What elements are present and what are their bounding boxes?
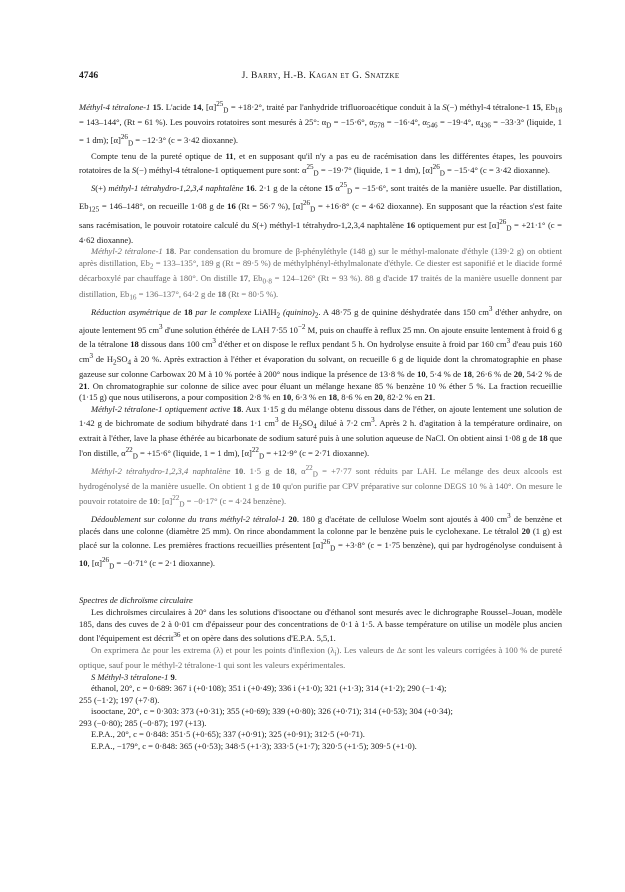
section-heading: Spectres de dichroïsme circulaire <box>79 595 193 606</box>
article-body <box>79 99 562 753</box>
paragraph: éthanol, 20°, c = 0·689: 367 i (+0·108); 351 i (+0·49); 336 i (+1·0); 321 (+1·3); 314 (+1·2); 290 (−1·4); <box>91 683 447 694</box>
paragraph: Dédoublement sur colonne du trans méthyl-2 tétralol-1 20. 180 g d'acétate de cellulose Woelm sont ajoutés à 400 $cm^3$ de benzène et placés dans une colonne (diamètre 25 mm). On rince abondamment la colonne par le benzène puis le cyclohexane. Le tétralol 20 (1 g) est placé sur la colonne. Les premières fractions recueillies présentent $[\alpha]^{26}_D = +3\cdot 8^\circ$ (c = 1·75 benzène), qui par hydrogénolyse conduisent à 10, $[\alpha]^{26}_D = -0\cdot 71^\circ$ (c = 2·1 dioxanne). <box>79 512 563 571</box>
page-header <box>79 70 562 84</box>
paragraph: Méthyl-2 tétrahydro-1,2,3,4 naphtalène 10. 1·5 g de 18, $\alpha^{22}_D = +7\cdot 77$ sont réduits par LAH. Le mélange des deux alcools est hydrogénolysé de la manière usuelle. On obtient 1 g de 10 qu'on purifie par CPV préparative sur colonne DEGS 10 % à 140°. On mesure le pouvoir rotatoire de 10: $[\alpha]^{22}_D = -0\cdot 17^\circ$ (c = 4·24 benzène). <box>79 464 562 509</box>
paragraph: Réduction asymétrique de 18 par le complexe LiAlH$_2$ $(quinino)_2$. A 48·75 g de quinine déshydratée dans 150 $cm^3$ d'éther anhydre, on ajoute lentement 95 $cm^3$ d'une solution éthérée de LAH 7·55 $10^{-2}$ M, puis on chauffe à reflux 25 mn. On ajoute ensuite lentement à froid 6 g de la tétralone 18 dissous dans 100 $cm^3$ d'éther et on dispose le reflux pendant 5 h. On hydrolyse ensuite à froid par 160 $cm^3$ d'eau puis 160 $cm^3$ de $H_2SO_4$ à 20 %. Après extraction à l'éther et évaporation du solvant, on recueille 6 g de liquide dont la chromatographie en phase gazeuse sur colonne Carbowax 20 M à 10 % portée à 200° nous indique la présence de 13·8 % de 10, 5·4 % de 18, 26·6 % de 20, 54·2 % de 21. On chromatographie sur colonne de silice avec pour éluant un mélange hexane 85 % benzène 10 % éther 5 %. La fraction recueillie (1·15 g) que nous utiliserons, a pour composition 2·8 % en 10, 6·3 % en 18, 8·6 % en 20, 82·2 % en 21. <box>79 304 563 403</box>
paragraph: Méthyl-4 tétralone-1 15. L'acide 14, $[\alpha]^{25}_D = +18\cdot 2^\circ$, traité par l'anhydride trifluoroacétique conduit à la S(−) méthyl-4 tétralone-1 15, $Eb_{18} = 143-144^\circ$, (Rt = 61 %). Les pouvoirs rotatoires sont mesurés à 25°: $\alpha_D = -15\cdot 6^\circ$, $\alpha_{578} = -16\cdot 4^\circ$, $\alpha_{546} = -19\cdot 4^\circ$, $\alpha_{436} = -33\cdot 3^\circ$ (liquide, 1 = 1 dm); $[\alpha]^{26}_D = -12\cdot 3^\circ$ (c = 3·42 dioxanne). <box>79 100 563 148</box>
paragraph: Compte tenu de la pureté optique de 11, et en supposant qu'il n'y a pas eu de racémisation dans les différentes étapes, les pouvoirs rotatoires de la S(−) méthyl-4 tétralone-1 optiquement pure sont: $\alpha^{25}_D = -19\cdot 7^\circ$ (liquide, 1 = 1 dm), $[\alpha]^{26}_D = -15\cdot 4^\circ$ (c = 3·42 dioxanne). <box>79 150 562 178</box>
page-number: 4746 <box>79 70 99 81</box>
running-head-authors: J. Barry, H.-B. Kagan et G. Snatzke <box>241 70 400 81</box>
paragraph: E.P.A., 20°, c = 0·848: 351·5 (+0·65); 337 (+0·91); 325 (+0·91); 312·5 (+0·71). <box>91 729 365 740</box>
paragraph: 255 (−1·2); 197 (+7·8). <box>79 694 160 705</box>
paragraph: Méthyl-2 tétralone-1 18. Par condensation du bromure de β-phényléthyle (148 g) sur le méthyl-malonate d'éthyle (139·2 g) on obtient après distillation, $Eb_2 = 133-135^\circ$, 189 g (Rt = 89·5 %) de méthylphényl-éthylmalonate d'éthyle. Ce diester est saponifié et le diacide formé décarboxylé par chauffage à 180°. On distille 17, $Eb_{0\cdot 8} = 124-126^\circ$ (Rt = 93 %). 88 g d'acide 17 traités de la manière usuelle donnent par distillation, $Eb_{16} = 136-137^\circ$, 64·2 g de 18 (Rt = 80·5 %). <box>79 246 563 302</box>
paragraph: E.P.A., −179°, c = 0·848: 365 (+0·53); 348·5 (+1·3); 333·5 (+1·7); 320·5 (+1·5); 309·5 (+1·0). <box>91 741 417 752</box>
paragraph: On exprimera Δε pour les extrema (λ) et pour les points d'inflexion $(\lambda_i)$. Les valeurs de Δε sont les valeurs corrigées à 100 % de pureté optique, sauf pour le méthyl-2 tétralone-1 qui sont les valeurs expérimentales. <box>79 644 562 670</box>
paragraph: S(+) méthyl-1 tétrahydro-1,2,3,4 naphtalène 16. 2·1 g de la cétone 15 $\alpha^{25}_D = -15\cdot 6^\circ$, sont traités de la manière usuelle. Par distillation, $Eb_{125} = 146-148^\circ$, on recueille 1·08 g de 16 (Rt = 56·7 %), $[\alpha]^{26}_D = +16\cdot 8^\circ$ (c = 4·62 dioxanne). En supposant que la réaction s'est faite sans racémisation, le pouvoir rotatoire calculé du S(+) méthyl-1 tétrahydro-1,2,3,4 naphtalène 16 optiquement pur est $[\alpha]^{26}_D = +21\cdot 1^\circ$ (c = 4·62 dioxanne). <box>79 181 562 245</box>
paragraph: isooctane, 20°, c = 0·303: 373 (+0·31); 355 (+0·69); 339 (+0·80); 326 (+0·71); 314 (+0·53); 304 (+0·34); <box>91 706 453 717</box>
paragraph: Les dichroïsmes circulaires à 20° dans les solutions d'isooctane ou d'éthanol sont mesurés avec le dichrographe Roussel–Jouan, modèle 185, dans des cuves de 2 à 0·01 cm d'épaisseur pour des concentrations de 0·1 à 1·5. A basse température on utilise un modèle plus ancien dont l'équipement est décrit$^{36}$ et on opère dans des solutions d'E.P.A. 5,5,1. <box>79 607 562 644</box>
paragraph: S Méthyl-3 tétralone-1 9. <box>91 671 177 682</box>
paragraph: Méthyl-2 tétralone-1 optiquement active 18. Aux 1·15 g du mélange obtenu dissous dans de l'éther, on ajoute lentement une solution de 1·42 g de bichromate de sodium bihydraté dans 1·1 $cm^3$ de $H_2SO_4$ dilué à 7·2 $cm^3$. Après 2 h. d'agitation à la température ordinaire, on extrait à l'éther, lave la phase éthérée au bicarbonate de sodium saturé puis à une solution aqueuse de NaCl. On obtient ainsi 1·08 g de 18 que l'on distille, $\alpha^{22}_D = +15\cdot 6^\circ$ (liquide, 1 = 1 dm), $[\alpha]^{22}_D = +12\cdot 9^\circ$ (c = 2·71 dioxanne). <box>79 403 563 461</box>
paragraph: 293 (−0·80); 285 (−0·87); 197 (+13). <box>79 717 207 728</box>
